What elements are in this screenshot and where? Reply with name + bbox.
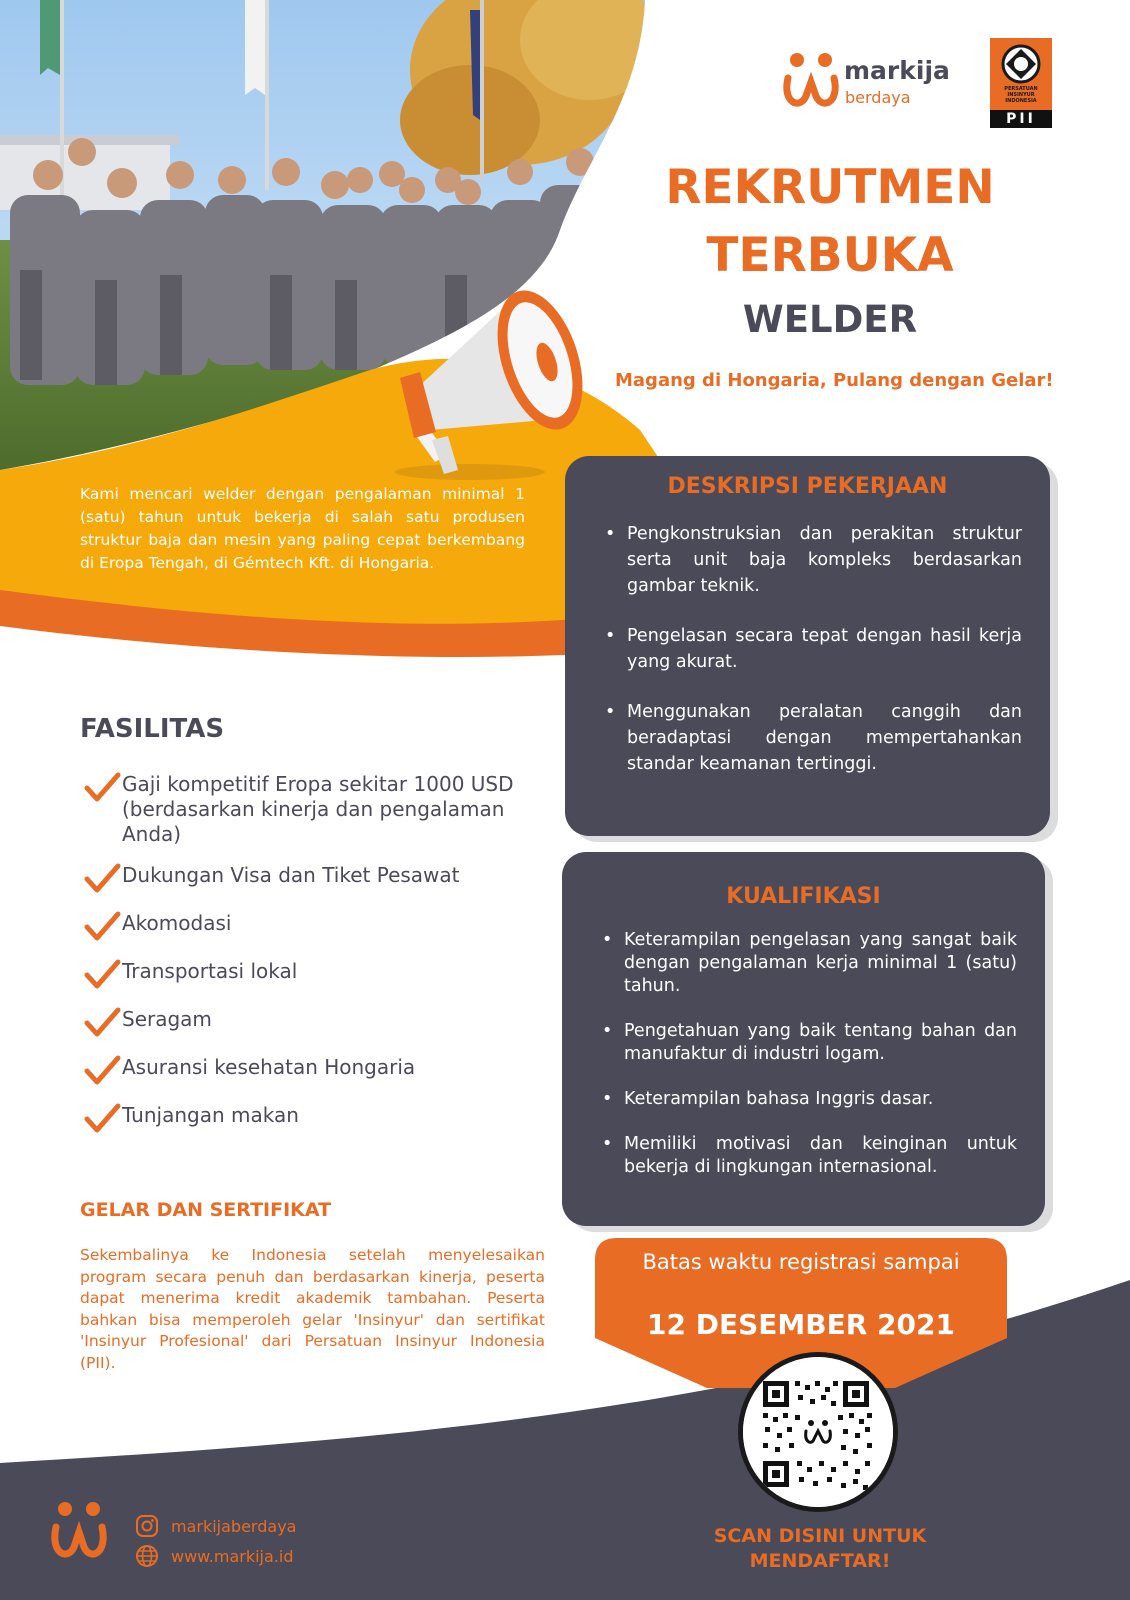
headline-line-2: TERBUKA — [706, 228, 954, 283]
check-icon — [84, 1055, 122, 1087]
facility-item — [84, 959, 534, 991]
facility-label: Seragam — [122, 1007, 212, 1031]
instagram-handle[interactable]: markijaberdaya — [171, 1516, 297, 1536]
deadline-date: 12 DESEMBER 2021 — [647, 1308, 955, 1341]
markija-logo — [780, 48, 950, 118]
headline-line-1: REKRUTMEN — [665, 160, 995, 215]
qualification-item: • Keterampilan pengelasan yang sangat baik dengan pengalaman kerja minimal 1 (satu) tahun. — [602, 929, 1017, 998]
qualification-item: • Pengetahuan yang baik tentang bahan dan manufaktur di industri logam. — [602, 1020, 1017, 1066]
facility-item — [84, 911, 534, 943]
registration-qr-code[interactable] — [738, 1352, 898, 1512]
job-description-item: • Pengelasan secara tepat dengan hasil kerja yang akurat. — [605, 623, 1022, 675]
facility-item — [84, 772, 534, 847]
qr-code — [743, 1357, 893, 1507]
scan-cta — [660, 1524, 980, 1574]
job-description-card — [565, 456, 1050, 836]
qualification-item: • Keterampilan bahasa Inggris dasar. — [602, 1088, 1017, 1111]
pii-org-name: PERSATUAN INSINYUR INDONESIA — [1004, 86, 1038, 104]
facility-label: Transportasi lokal — [122, 959, 298, 983]
facility-item — [84, 1055, 534, 1087]
facility-item — [84, 863, 534, 895]
website-url[interactable]: www.markija.id — [171, 1546, 294, 1566]
footer-markija-logo-icon — [48, 1497, 110, 1569]
facility-item — [84, 1103, 534, 1135]
qualification-item: • Memiliki motivasi dan keinginan untuk bekerja di lingkungan internasional. — [602, 1133, 1017, 1179]
website-link[interactable] — [135, 1544, 294, 1568]
scan-cta-line-2: MENDAFTAR! — [749, 1550, 891, 1572]
pii-abbr: PII — [990, 110, 1052, 128]
check-icon — [84, 1007, 122, 1039]
degree-title: GELAR DAN SERTIFIKAT — [80, 1199, 332, 1221]
check-icon — [84, 911, 122, 943]
facility-label: Gaji kompetitif Eropa sekitar 1000 USD (berdasarkan kinerja dan pengalaman Anda) — [122, 772, 514, 846]
facility-item — [84, 1007, 534, 1039]
check-icon — [84, 863, 122, 895]
facilities-title: FASILITAS — [80, 714, 225, 744]
qualifications-card — [562, 852, 1045, 1226]
check-icon — [84, 1103, 122, 1135]
pii-emblem-icon — [1001, 44, 1041, 84]
markija-logo-icon — [780, 48, 842, 118]
facility-label: Tunjangan makan — [122, 1103, 299, 1127]
facilities-list — [84, 772, 534, 1151]
brand-name: markija — [844, 56, 950, 85]
degree-text: Sekembalinya ke Indonesia setelah menyelesaikan program secara penuh dan berdasarkan kinerja, peserta dapat menerima kredit akademik tambahan. Peserta bahkan bisa memperoleh gelar 'Insinyur' dan sertifikat 'Insinyur Profesional' dari Persatuan Insinyur Indonesia (PII). — [80, 1246, 545, 1372]
check-icon — [84, 772, 122, 804]
job-description-item: • Pengkonstruksian dan perakitan struktur serta unit baja kompleks berdasarkan gambar teknik. — [605, 521, 1022, 599]
scan-cta-line-1: SCAN DISINI UNTUK — [713, 1525, 927, 1547]
job-description-title: DESKRIPSI PEKERJAAN — [667, 474, 948, 499]
job-title: WELDER — [742, 298, 918, 341]
qualifications-title: KUALIFIKASI — [726, 884, 881, 909]
qualifications-list — [602, 929, 1017, 1179]
globe-icon — [135, 1544, 159, 1568]
facility-label: Asuransi kesehatan Hongaria — [122, 1055, 416, 1079]
instagram-icon — [135, 1514, 159, 1538]
job-description-list — [605, 521, 1022, 777]
tagline: Magang di Hongaria, Pulang dengan Gelar! — [615, 370, 1054, 391]
facility-label: Dukungan Visa dan Tiket Pesawat — [122, 863, 460, 887]
job-description-item: • Menggunakan peralatan canggih dan beradaptasi dengan mempertahankan standar keamanan tertinggi. — [605, 699, 1022, 777]
deadline-label: Batas waktu registrasi sampai — [642, 1250, 960, 1274]
instagram-link[interactable] — [135, 1514, 296, 1538]
facility-label: Akomodasi — [122, 911, 232, 935]
intro-text: Kami mencari welder dengan pengalaman minimal 1 (satu) tahun untuk bekerja di salah satu produsen struktur baja dan mesin yang paling cepat berkembang di Eropa Tengah, di Gémtech Kft. di Hongaria. — [80, 485, 525, 572]
check-icon — [84, 959, 122, 991]
brand-tagline: berdaya — [845, 88, 911, 107]
pii-logo — [990, 38, 1052, 128]
